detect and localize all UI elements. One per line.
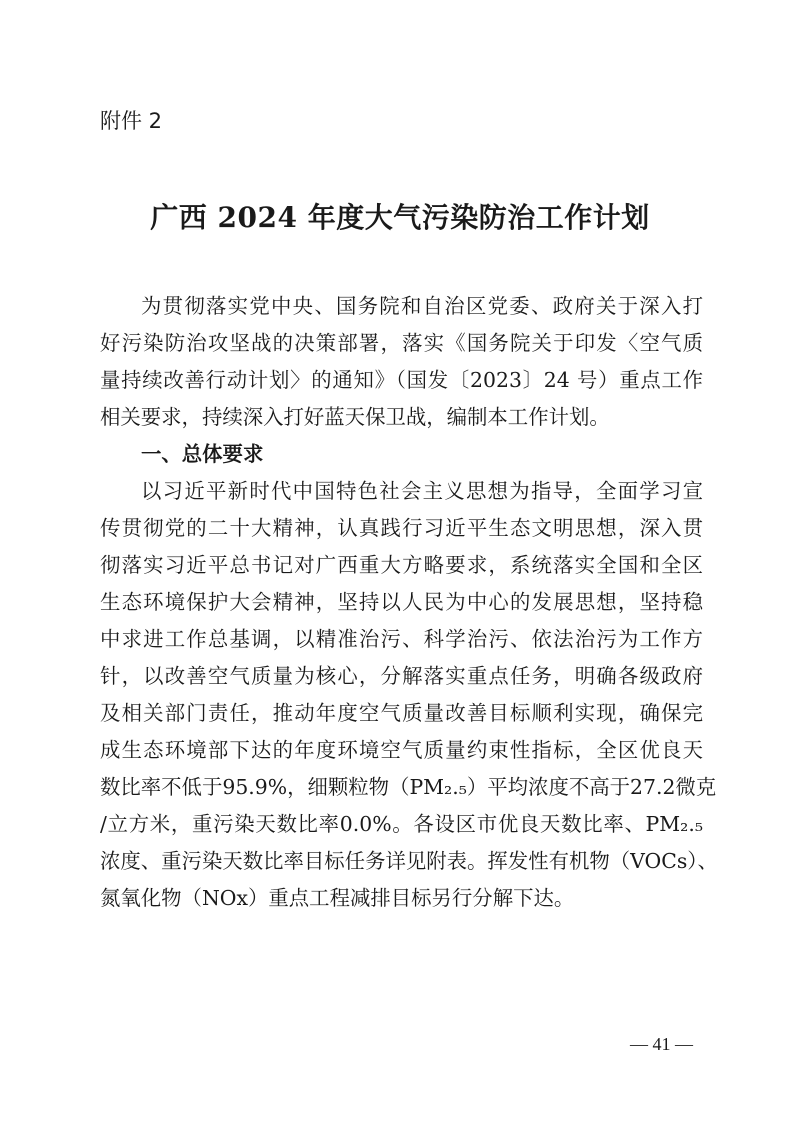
paragraph-line: 以习近平新时代中国特色社会主义思想为指导，全面学习宣 [141,479,703,503]
attachment-label: 附件 2 [100,109,163,133]
paragraph-line: 氮氧化物（NOx）重点工程减排目标另行分解下达。 [100,886,575,910]
section-paragraph [100,473,718,917]
paragraph-line: 相关要求，持续深入打好蓝天保卫战，编制本工作计划。 [100,405,610,429]
paragraph-line: 为贯彻落实党中央、国务院和自治区党委、政府关于深入打 [141,294,703,318]
paragraph-line: 及相关部门责任，推动年度空气质量改善目标顺利实现，确保完 [100,701,703,725]
paragraph-line: 彻落实习近平总书记对广西重大方略要求，系统落实全国和全区 [100,553,703,577]
paragraph-line: 量持续改善行动计划〉的通知》（国发〔2023〕24 号）重点工作 [100,368,703,392]
paragraph-line: 数比率不低于95.9%，细颗粒物（PM₂.₅）平均浓度不高于27.2微克 [100,775,717,799]
page-number: — 41 — [630,1034,693,1054]
document-title: 广西 2024 年度大气污染防治工作计划 [150,201,650,234]
document-body [100,288,718,917]
section-heading: 一、总体要求 [141,442,264,466]
paragraph-line: 针，以改善空气质量为核心，分解落实重点任务，明确各级政府 [100,664,703,688]
intro-paragraph [100,288,703,436]
paragraph-line: 生态环境保护大会精神，坚持以人民为中心的发展思想，坚持稳 [100,590,703,614]
paragraph-line: /立方米，重污染天数比率0.0%。各设区市优良天数比率、PM₂.₅ [100,812,703,836]
paragraph-line: 浓度、重污染天数比率目标任务详见附表。挥发性有机物（VOCs）、 [100,849,718,873]
paragraph-line: 成生态环境部下达的年度环境空气质量约束性指标，全区优良天 [100,738,703,762]
paragraph-line: 中求进工作总基调，以精准治污、科学治污、依法治污为工作方 [100,627,703,651]
paragraph-line: 好污染防治攻坚战的决策部署，落实《国务院关于印发〈空气质 [100,331,703,355]
paragraph-line: 传贯彻党的二十大精神，认真践行习近平生态文明思想，深入贯 [100,516,703,540]
